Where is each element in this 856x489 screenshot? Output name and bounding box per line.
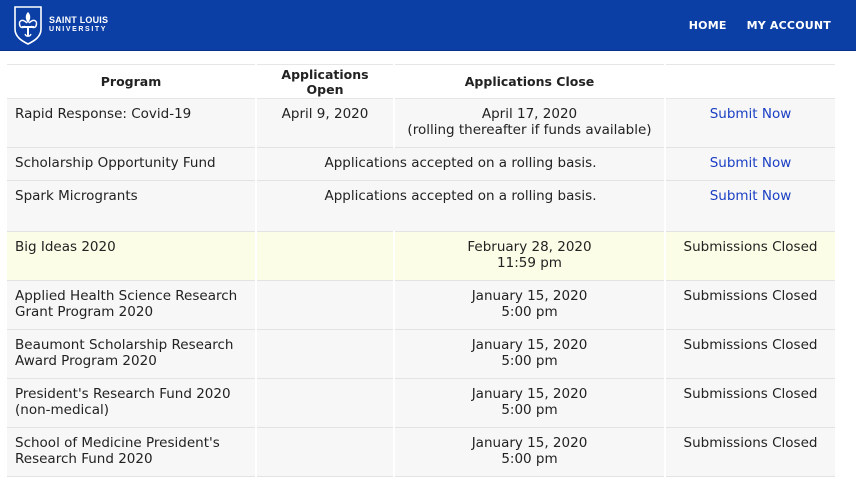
submit-now-link-covid[interactable]: Submit Now	[709, 106, 792, 122]
applications-close-date	[394, 281, 665, 330]
table-row	[7, 330, 835, 379]
program-name	[7, 281, 256, 330]
close-date-line1: January 15, 2020	[471, 337, 588, 353]
table-row	[7, 148, 835, 181]
nav-my-account-link[interactable]: MY ACCOUNT	[746, 18, 831, 32]
applications-open-date: April 9, 2020	[256, 99, 394, 148]
brand-name-line2: UNIVERSITY	[49, 26, 108, 33]
applications-close-date	[394, 232, 665, 281]
table-row	[7, 181, 835, 232]
submit-now-link-scholarship[interactable]: Submit Now	[709, 155, 792, 171]
close-date-line1: January 15, 2020	[471, 288, 588, 304]
close-time-line2: 11:59 pm	[497, 255, 562, 271]
close-time-line2: 5:00 pm	[501, 304, 558, 320]
submissions-closed-status: Submissions Closed	[665, 232, 835, 281]
table-row	[7, 428, 835, 477]
rolling-basis-note: Applications accepted on a rolling basis.	[256, 148, 665, 181]
program-name-line2: Award Program 2020	[15, 353, 157, 369]
programs-table-container	[7, 64, 835, 477]
status-cell	[665, 181, 835, 232]
applications-close-date	[394, 99, 665, 148]
table-row	[7, 379, 835, 428]
fleur-de-lis-crest-icon	[13, 5, 43, 45]
table-row	[7, 281, 835, 330]
program-name-line2: Grant Program 2020	[15, 304, 154, 320]
table-header-row	[7, 65, 835, 99]
program-name: Spark Microgrants	[7, 181, 256, 232]
column-header-action	[665, 65, 835, 99]
program-name: Big Ideas 2020	[7, 232, 256, 281]
brand-name-line1: SAINT LOUIS	[49, 15, 109, 25]
close-time-line2: 5:00 pm	[501, 353, 558, 369]
submissions-closed-status: Submissions Closed	[665, 379, 835, 428]
close-date-line2: (rolling thereafter if funds available)	[407, 122, 652, 138]
table-row	[7, 232, 835, 281]
column-header-applications-close: Applications Close	[394, 65, 665, 99]
program-name-line2: Research Fund 2020	[15, 451, 153, 467]
column-header-program: Program	[7, 65, 256, 99]
close-time-line2: 5:00 pm	[501, 451, 558, 467]
program-name: Scholarship Opportunity Fund	[7, 148, 256, 181]
applications-open-date	[256, 428, 394, 477]
submit-now-link-spark[interactable]: Submit Now	[709, 188, 792, 204]
program-name: Rapid Response: Covid-19	[7, 99, 256, 148]
status-cell	[665, 148, 835, 181]
table-row	[7, 99, 835, 148]
program-name-line1: Applied Health Science Research	[15, 288, 238, 304]
program-name	[7, 330, 256, 379]
applications-close-date	[394, 379, 665, 428]
submissions-closed-status: Submissions Closed	[665, 281, 835, 330]
applications-open-date	[256, 330, 394, 379]
applications-open-date	[256, 232, 394, 281]
applications-open-date	[256, 281, 394, 330]
submissions-closed-status: Submissions Closed	[665, 330, 835, 379]
top-nav-bar	[0, 0, 856, 51]
programs-table	[7, 64, 835, 477]
close-date-line1: January 15, 2020	[471, 386, 588, 402]
brand-logo[interactable]	[13, 5, 108, 45]
column-header-applications-open: Applications Open	[256, 65, 394, 99]
close-date-line1: January 15, 2020	[471, 435, 588, 451]
program-name	[7, 428, 256, 477]
close-time-line2: 5:00 pm	[501, 402, 558, 418]
applications-open-date	[256, 379, 394, 428]
program-name	[7, 379, 256, 428]
program-name-line1: Beaumont Scholarship Research	[15, 337, 234, 353]
applications-close-date	[394, 428, 665, 477]
applications-close-date	[394, 330, 665, 379]
close-date-line1: February 28, 2020	[467, 239, 592, 255]
close-date-line1: April 17, 2020	[481, 106, 578, 122]
main-nav	[669, 19, 831, 32]
program-name-line1: President's Research Fund 2020	[15, 386, 231, 402]
status-cell	[665, 99, 835, 148]
program-name-line2: (non-medical)	[15, 402, 109, 418]
nav-home-link[interactable]: HOME	[688, 18, 727, 32]
submissions-closed-status: Submissions Closed	[665, 428, 835, 477]
rolling-basis-note: Applications accepted on a rolling basis.	[256, 181, 665, 232]
program-name-line1: School of Medicine President's	[15, 435, 220, 451]
